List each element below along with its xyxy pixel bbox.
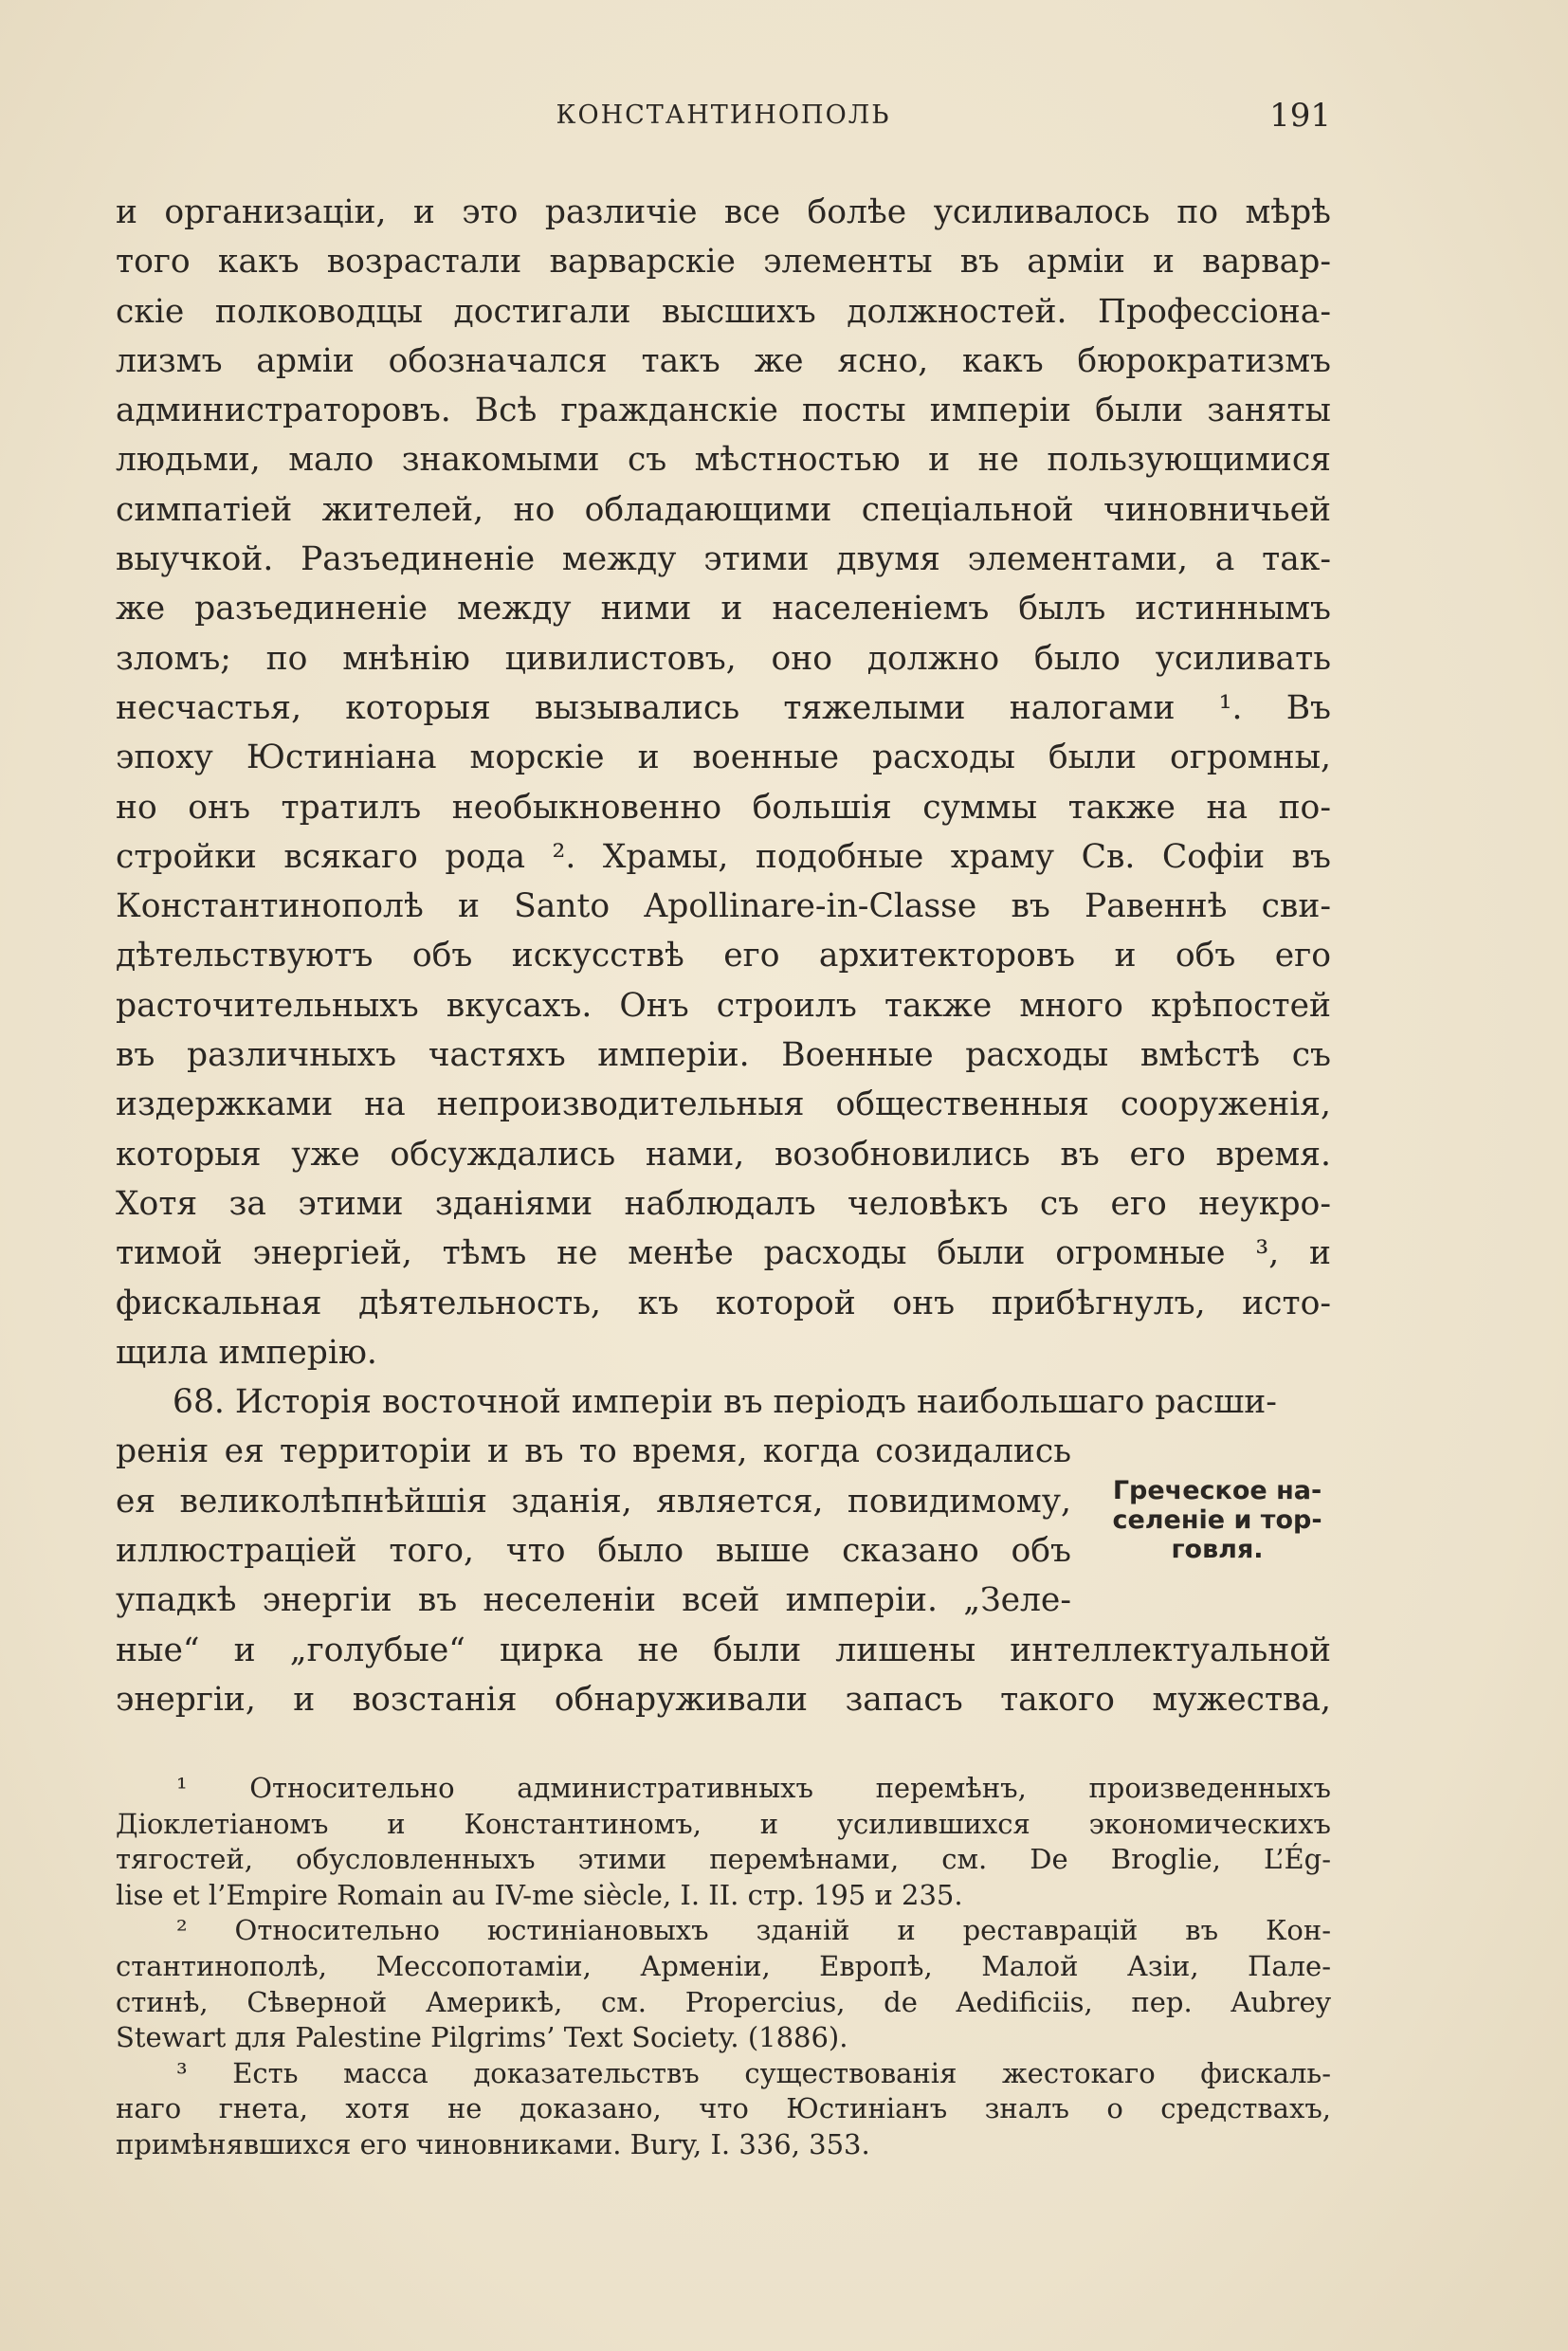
margin-note bbox=[1102, 1476, 1333, 1564]
text-line: Константинополѣ и Santo Apollinare-in-Classe въ Равеннѣ сви- bbox=[116, 887, 1331, 926]
text-line: и организаціи, и это различіе все болѣе усиливалось по мѣрѣ bbox=[116, 193, 1331, 231]
text-line: выучкой. Разъединеніе между этими двумя элементами, а так- bbox=[116, 540, 1331, 579]
text-line: зломъ; по мнѣнію цивилистовъ, оно должно было усиливать bbox=[116, 639, 1331, 678]
text-line: иллюстраціей того, что было выше сказано объ bbox=[116, 1532, 1071, 1571]
text-line: упадкѣ энергіи въ неселеніи всей имперіи. „Зеле- bbox=[116, 1581, 1071, 1620]
text-line: ные“ и „голубые“ цирка не были лишены интеллектуальной bbox=[116, 1631, 1331, 1669]
text-line: 68. Исторія восточной имперіи въ періодъ наибольшаго расши- bbox=[173, 1383, 1277, 1422]
text-line: скіе полководцы достигали высшихъ должностей. Профессіона- bbox=[116, 292, 1331, 331]
text-line: ея великолѣпнѣйшія зданія, является, повидимому, bbox=[116, 1482, 1071, 1521]
margin-note-line: Греческое на- bbox=[1112, 1476, 1322, 1505]
text-line: того какъ возрастали варварскіе элементы въ арміи и варвар- bbox=[116, 243, 1331, 282]
footnote-2 bbox=[116, 1913, 1331, 2055]
text-line: несчастья, которыя вызывались тяжелыми налогами ¹. Въ bbox=[116, 688, 1331, 727]
paragraph-1 bbox=[116, 188, 1331, 1377]
text-line: щила имперію. bbox=[116, 1333, 377, 1372]
text-line: энергіи, и возстанія обнаруживали запасъ такого мужества, bbox=[116, 1680, 1331, 1719]
text-line: дѣтельствуютъ объ искусствѣ его архитекторовъ и объ его bbox=[116, 937, 1331, 975]
footnote-line: стантинополѣ, Мессопотаміи, Арменіи, Европѣ, Малой Азіи, Пале- bbox=[116, 1949, 1331, 1982]
text-line: администраторовъ. Всѣ гражданскіе посты имперіи были заняты bbox=[116, 392, 1331, 430]
text-line: расточительныхъ вкусахъ. Онъ строилъ также много крѣпостей bbox=[116, 986, 1331, 1025]
margin-note-line: говля. bbox=[1171, 1535, 1264, 1564]
footnote-line: наго гнета, хотя не доказано, что Юстиніанъ зналъ о средствахъ, bbox=[116, 2092, 1331, 2125]
footnote-line: ¹ Относительно административныхъ перемѣнъ, произведенныхъ bbox=[176, 1772, 1331, 1804]
footnote-line: ² Относительно юстиніановыхъ зданій и реставрацій въ Кон- bbox=[176, 1914, 1331, 1947]
footnote-line: Діоклетіаномъ и Константиномъ, и усилившихся экономическихъ bbox=[116, 1807, 1331, 1840]
text-line: тимой энергіей, тѣмъ не менѣе расходы были огромные ³, и bbox=[116, 1234, 1331, 1273]
text-line: же разъединеніе между ними и населеніемъ былъ истиннымъ bbox=[116, 590, 1331, 629]
footnote-3 bbox=[116, 2056, 1331, 2163]
page-number: 191 bbox=[1269, 97, 1331, 135]
footnote-line: ³ Есть масса доказательствъ существованія жестокаго фискаль- bbox=[176, 2056, 1331, 2089]
text-line: которыя уже обсуждались нами, возобновились въ его время. bbox=[116, 1135, 1331, 1174]
text-line: стройки всякаго рода ². Храмы, подобные храму Св. Софіи въ bbox=[116, 837, 1331, 876]
text-line: симпатіей жителей, но обладающими спеціальной чиновничьей bbox=[116, 490, 1331, 529]
text-line: эпоху Юстиніана морскіе и военные расходы были огромны, bbox=[116, 738, 1331, 777]
running-title: КОНСТАНТИНОПОЛЬ bbox=[556, 100, 891, 130]
text-line: фискальная дѣятельность, къ которой онъ прибѣгнулъ, исто- bbox=[116, 1284, 1331, 1322]
footnote-line: тягостей, обусловленныхъ этими перемѣнами, см. De Broglie, L’Ég- bbox=[116, 1843, 1331, 1876]
paragraph-2-rest bbox=[116, 1626, 1331, 1725]
footnote-line: lise et l’Empire Romain au IV-me siècle, I. II. стр. 195 и 235. bbox=[116, 1878, 963, 1911]
text-line: издержками на непроизводительныя общественныя сооруженія, bbox=[116, 1085, 1331, 1124]
running-head bbox=[116, 97, 1331, 138]
text-line: но онъ тратилъ необыкновенно большія суммы также на по- bbox=[116, 788, 1331, 827]
footnote-line: примѣнявшихся его чиновниками. Bury, I. 336, 353. bbox=[116, 2127, 870, 2160]
footnotes bbox=[116, 1771, 1331, 2163]
text-line: лизмъ арміи обозначался такъ же ясно, какъ бюрократизмъ bbox=[116, 341, 1331, 380]
footnote-1 bbox=[116, 1771, 1331, 1913]
text-line: ренія ея территоріи и въ то время, когда созидались bbox=[116, 1432, 1071, 1471]
margin-note-line: селеніе и тор- bbox=[1112, 1505, 1322, 1535]
footnote-line: Stewart для Palestine Pilgrims’ Text Society. (1886). bbox=[116, 2021, 848, 2054]
text-line: людьми, мало знакомыми съ мѣстностью и не пользующимися bbox=[116, 441, 1331, 480]
text-line: Хотя за этими зданіями наблюдалъ человѣкъ съ его неукро- bbox=[116, 1184, 1331, 1223]
text-line: въ различныхъ частяхъ имперіи. Военные расходы вмѣстѣ съ bbox=[116, 1036, 1331, 1075]
footnote-line: стинѣ, Сѣверной Америкѣ, см. Propercius, de Aedificiis, пер. Aubrey bbox=[116, 1985, 1331, 2018]
